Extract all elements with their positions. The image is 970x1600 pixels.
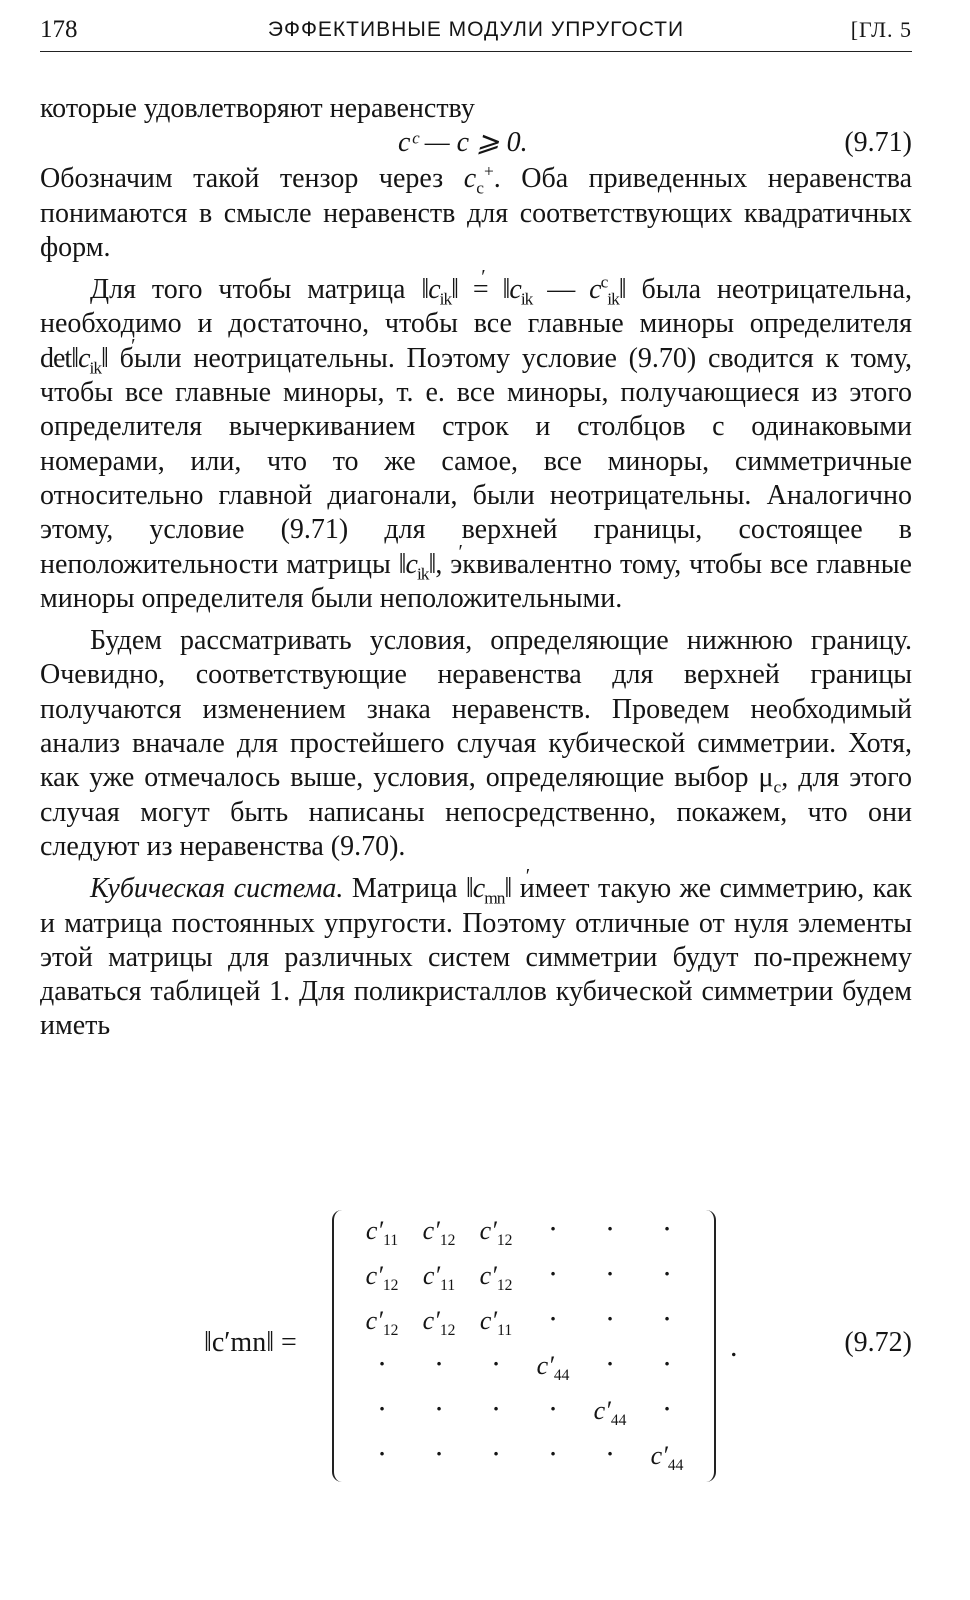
matrix-cell: · (378, 1441, 386, 1466)
paragraph-1: которые удовлетворяют неравенству (40, 93, 475, 124)
right-bracket (700, 1210, 716, 1482)
matrix-cell: · (549, 1306, 557, 1331)
chapter-label: [ГЛ. 5 (850, 17, 912, 42)
paragraph-5-b: имеет такую же симметрию, как и матрица постоянных упругости. Поэтому отличные от нуля элементы этой матрицы для различных систем симметрии будут по-прежнему даваться таблицей 1. Для поликристаллов кубической симметрии будем иметь (40, 873, 912, 1042)
paragraph-2-end: . Оба приведенных неравенства понимаются в смысле неравенств для соответствующих квадратичных форм. (40, 163, 913, 263)
running-header (40, 14, 912, 46)
matrix-cell: · (549, 1261, 557, 1286)
matrix-cell: $c'_{44}$ (536, 1351, 570, 1385)
mu-sub: c (773, 777, 782, 797)
paragraph-4-b: , для этого случая могут быть написаны непосредственно, покажем, что они следуют из неравенства (9.70). (40, 762, 912, 862)
equation-number: (9.71) (844, 127, 912, 159)
matrix-cell: $c'_{12}$ (479, 1216, 513, 1250)
matrix-cell: · (435, 1351, 443, 1376)
equation-formula: cᶜ — c ⩾ 0. (398, 127, 528, 159)
matrix-cell: · (606, 1306, 614, 1331)
page-number: 178 (40, 16, 78, 43)
equation-9-72 (40, 1200, 912, 1490)
header-rule (40, 51, 912, 52)
matrix-cell: $c'_{12}$ (365, 1306, 399, 1340)
matrix-cell: · (378, 1351, 386, 1376)
paragraph-3-c: были неотрицательны. Поэтому условие (9.70) сводится к тому, чтобы все главные миноры, т. е. все миноры, получающиеся из этого определителя вычеркиванием строк и столбцов с одинаковыми номерами, или, что то же самое, все миноры, симметричные относительно главной диагонали, были неотрицательны. Аналогично этому, условие (9.71) для верхней границы, состоящее в неположительности матрицы (40, 342, 912, 580)
matrix-cell: · (549, 1216, 557, 1241)
det-expr: det‖c $'_{ik}‖$ (40, 343, 108, 374)
matrix-cell: · (663, 1306, 671, 1331)
matrix-cmn: ‖c $'_{mn}‖$ (466, 873, 511, 904)
matrix-cell: · (606, 1261, 614, 1286)
matrix-cell: · (492, 1351, 500, 1376)
paragraph-3 (40, 273, 912, 616)
matrix-cell: $c'_{44}$ (593, 1396, 627, 1430)
tensor-symbol: c (463, 163, 477, 195)
tensor-sup: + (483, 161, 494, 181)
tensor-sub: c (476, 178, 484, 198)
equation-period: . (730, 1330, 738, 1363)
running-title: ЭФФЕКТИВНЫЕ МОДУЛИ УПРУГОСТИ (267, 18, 685, 41)
matrix-cell: · (492, 1396, 500, 1421)
section-run-in-title: Кубическая система. (90, 873, 344, 905)
matrix-cell: $c'_{12}$ (365, 1261, 399, 1295)
paragraph-5-a: Матрица (343, 873, 466, 905)
matrix-norm-expr-2: ‖c $'_{ik}‖$ (399, 549, 436, 580)
equation-number: (9.72) (844, 1327, 912, 1358)
matrix-cell: · (606, 1441, 614, 1466)
paragraph-3-d: , эквивалентно тому, чтобы все главные миноры определителя были неположительными. (40, 548, 912, 614)
paragraph-4 (40, 624, 912, 864)
matrix-cell: $c'_{12}$ (422, 1306, 456, 1340)
paragraph-2-start: Обозначим такой тензор через (40, 163, 464, 195)
matrix-cell: $c'_{44}$ (650, 1441, 684, 1475)
matrix-cell: · (663, 1396, 671, 1421)
body-text (40, 92, 912, 1044)
matrix-cell: · (606, 1216, 614, 1241)
matrix-cell: $c'_{11}$ (479, 1306, 513, 1340)
equation-9-71 (40, 126, 912, 162)
matrix-cell: · (435, 1396, 443, 1421)
paragraph-5 (40, 872, 912, 1043)
left-bracket (332, 1210, 348, 1482)
matrix-lhs: ‖c′mn‖ = (204, 1327, 297, 1358)
book-page (40, 0, 912, 1600)
matrix-cell: · (435, 1441, 443, 1466)
matrix-cell: · (378, 1396, 386, 1421)
paragraph-3-b: была неотрицательна, необходимо и достаточно, чтобы все главные миноры определителя (40, 274, 912, 340)
matrix-norm-expr: ‖c $'_{ik}‖$ = $‖c_{ik}$ — $c^c_{ik}‖$ (421, 274, 625, 305)
paragraph-2 (40, 162, 912, 265)
matrix-cell: $c'_{11}$ (422, 1261, 456, 1295)
matrix-cell: · (492, 1441, 500, 1466)
matrix-cell: · (663, 1351, 671, 1376)
paragraph-3-a: Для того чтобы матрица (90, 274, 422, 306)
matrix-cell: · (549, 1396, 557, 1421)
matrix-cell: · (663, 1216, 671, 1241)
matrix-cell: · (663, 1261, 671, 1286)
matrix-grid (352, 1216, 696, 1480)
matrix-cell: $c'_{11}$ (365, 1216, 399, 1250)
paragraph-4-a: Будем рассматривать условия, определяющие нижнюю границу. Очевидно, соответствующие неравенства для верхней границы получаются изменением знака неравенств. Проведем необходимый анализ вначале для простейшего случая кубической симметрии. Хотя, как уже отмечалось выше, условия, определяющие выбор μ (40, 625, 912, 794)
matrix-cell: · (549, 1441, 557, 1466)
matrix-cell: $c'_{12}$ (479, 1261, 513, 1295)
matrix-cell: $c'_{12}$ (422, 1216, 456, 1250)
matrix-cell: · (606, 1351, 614, 1376)
